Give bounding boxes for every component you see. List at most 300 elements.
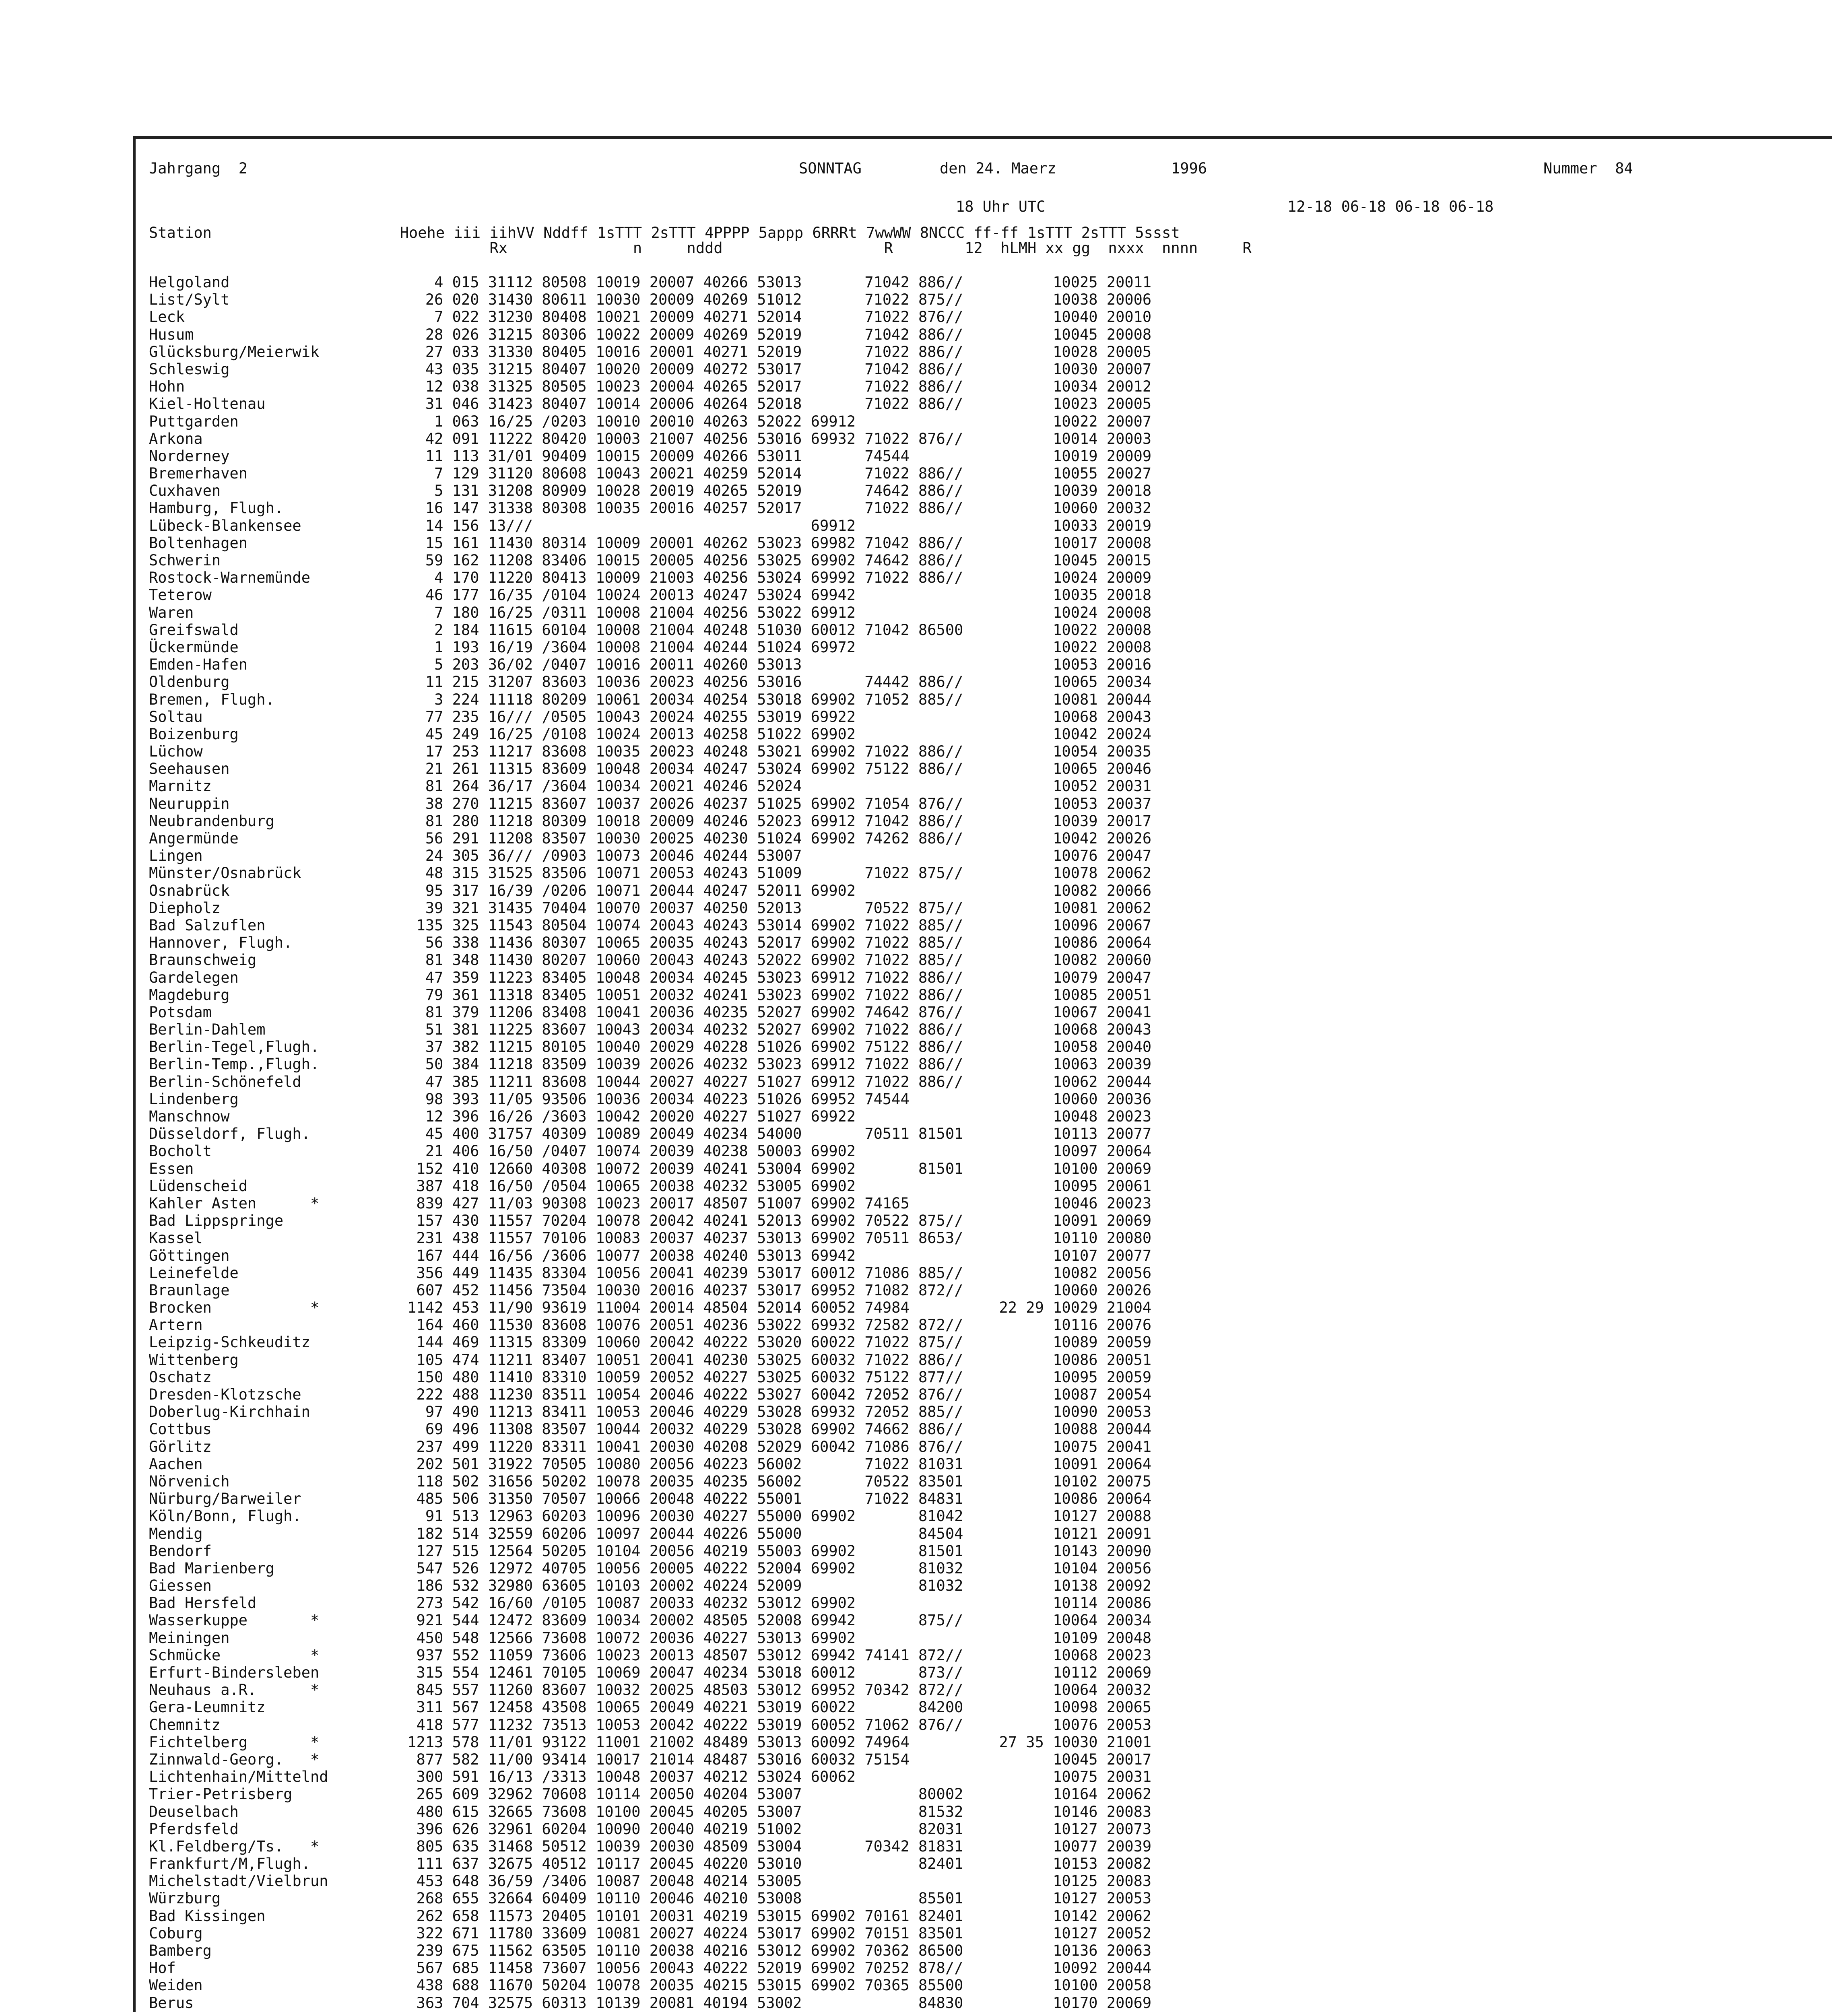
- table-row: [149, 691, 1847, 708]
- station-name: Neubrandenburg: [149, 812, 274, 830]
- station-name: Manschnow: [149, 1108, 230, 1125]
- station-name: Brocken *: [149, 1299, 320, 1317]
- station-values: 4 170 11220 80413 10009 21003 40256 53024 69992 71022 886// 10024 20009: [398, 569, 1152, 587]
- year-label: 1996: [1171, 160, 1207, 177]
- table-row: [149, 1073, 1847, 1091]
- station-values: 31 046 31423 80407 10014 20006 40264 52018 71022 886// 10023 20005: [398, 395, 1152, 413]
- station-name: Berlin-Schönefeld: [149, 1073, 301, 1091]
- station-values: 363 704 32575 60313 10139 20081 40194 53002 84830 10170 20069: [398, 1994, 1152, 2012]
- station-values: 157 430 11557 70204 10078 20042 40241 52013 69902 70522 875// 10091 20069: [398, 1212, 1152, 1230]
- station-values: 97 490 11213 83411 10053 20046 40229 53028 69932 72052 885// 10090 20053: [398, 1403, 1152, 1421]
- station-values: 877 582 11/00 93414 10017 21014 48487 53016 60032 75154 10045 20017: [398, 1750, 1152, 1768]
- station-name: Boizenburg: [149, 725, 239, 743]
- station-name: Bremen, Flugh.: [149, 691, 274, 708]
- table-row: [149, 621, 1847, 639]
- station-name: Köln/Bonn, Flugh.: [149, 1507, 301, 1525]
- station-values: 273 542 16/60 /0105 10087 20033 40232 53012 69902 10114 20086: [398, 1594, 1152, 1612]
- station-values: 50 384 11218 83509 10039 20026 40232 53023 69912 71022 886// 10063 20039: [398, 1055, 1152, 1073]
- station-name: Meiningen: [149, 1629, 230, 1647]
- station-values: 237 499 11220 83311 10041 20030 40208 52029 60042 71086 876// 10075 20041: [398, 1438, 1152, 1455]
- station-values: 111 637 32675 40512 10117 20045 40220 53010 82401 10153 20082: [398, 1855, 1152, 1873]
- table-row: [149, 917, 1847, 934]
- station-values: 150 480 11410 83310 10059 20052 40227 53025 60032 75122 877// 10095 20059: [398, 1368, 1152, 1386]
- station-values: 2 184 11615 60104 10008 21004 40248 51030 60012 71042 86500 10022 20008: [398, 621, 1152, 639]
- table-row: [149, 812, 1847, 830]
- station-name: Pferdsfeld: [149, 1820, 239, 1838]
- station-name: Erfurt-Bindersleben: [149, 1664, 320, 1681]
- station-values: 77 235 16/// /0505 10043 20024 40255 53019 69922 10068 20043: [398, 708, 1152, 726]
- station-name: Teterow: [149, 586, 212, 604]
- station-values: 46 177 16/35 /0104 10024 20013 40247 53024 69942 10035 20018: [398, 586, 1152, 604]
- station-name: Schleswig: [149, 360, 230, 378]
- station-name: Osnabrück: [149, 882, 230, 899]
- table-row: [149, 1855, 1847, 1872]
- station-name: Bad Marienberg: [149, 1559, 274, 1577]
- station-name: Kiel-Holtenau: [149, 395, 266, 413]
- table-row: [149, 1507, 1847, 1525]
- table-row: [149, 1560, 1847, 1577]
- station-values: 396 626 32961 60204 10090 20040 40219 51002 82031 10127 20073: [398, 1820, 1152, 1838]
- station-name: Bad Salzuflen: [149, 916, 266, 934]
- station-name: Lingen: [149, 847, 203, 865]
- table-row: [149, 1942, 1847, 1959]
- table-row: [149, 1525, 1847, 1542]
- station-values: 24 305 36/// /0903 10073 20046 40244 53007 10076 20047: [398, 847, 1152, 865]
- table-row: [149, 1959, 1847, 1977]
- station-values: 1142 453 11/90 93619 11004 20014 48504 52014 60052 74984 22 29 10029 21004: [398, 1299, 1152, 1317]
- station-values: 239 675 11562 63505 10110 20038 40216 53012 69902 70362 86500 10136 20063: [398, 1942, 1152, 1959]
- station-values: 81 379 11206 83408 10041 20036 40235 52027 69902 74642 876// 10067 20041: [398, 1003, 1152, 1021]
- station-name: Boltenhagen: [149, 534, 248, 552]
- station-values: 356 449 11435 83304 10056 20041 40239 53017 60012 71086 885// 10082 20056: [398, 1264, 1152, 1282]
- table-row: [149, 586, 1847, 604]
- station-name: Braunschweig: [149, 951, 257, 969]
- table-row: [149, 1925, 1847, 1942]
- table-row: [149, 361, 1847, 378]
- table-row: [149, 969, 1847, 986]
- station-values: 21 406 16/50 /0407 10074 20039 40238 50003 69902 10097 20064: [398, 1142, 1152, 1160]
- table-row: [149, 1872, 1847, 1890]
- table-row: [149, 1021, 1847, 1038]
- table-row: [149, 1594, 1847, 1612]
- table-row: [149, 1282, 1847, 1299]
- station-name: Chemnitz: [149, 1716, 221, 1734]
- station-name: Oldenburg: [149, 673, 230, 691]
- station-values: 268 655 32664 60409 10110 20046 40210 53008 85501 10127 20053: [398, 1890, 1152, 1907]
- station-values: 4 015 31112 80508 10019 20007 40266 53013 71042 886// 10025 20011: [398, 274, 1152, 291]
- station-values: 480 615 32665 73608 10100 20045 40205 53007 81532 10146 20083: [398, 1803, 1152, 1820]
- station-name: Nürburg/Barweiler: [149, 1490, 301, 1508]
- table-row: [149, 1699, 1847, 1716]
- station-values: 1 193 16/19 /3604 10008 21004 40244 51024 69972 10022 20008: [398, 638, 1152, 656]
- station-values: 43 035 31215 80407 10020 20009 40272 53017 71042 886// 10030 20007: [398, 360, 1152, 378]
- station-name: Waren: [149, 604, 194, 621]
- station-values: 56 291 11208 83507 10030 20025 40230 51024 69902 74262 886// 10042 20026: [398, 830, 1152, 847]
- table-row: [149, 517, 1847, 534]
- station-name: Lüchow: [149, 743, 203, 761]
- table-row: [149, 1994, 1847, 2012]
- table-row: [149, 1229, 1847, 1247]
- station-name: Soltau: [149, 708, 203, 726]
- station-name: Schwerin: [149, 552, 221, 569]
- station-name: Marnitz: [149, 777, 212, 795]
- table-row: [149, 1751, 1847, 1768]
- station-values: 81 264 36/17 /3604 10034 20021 40246 52024 10052 20031: [398, 777, 1152, 795]
- station-values: 921 544 12472 83609 10034 20002 48505 52008 69942 875// 10064 20034: [398, 1612, 1152, 1629]
- station-values: 27 033 31330 80405 10016 20001 40271 52019 71022 886// 10028 20005: [398, 343, 1152, 361]
- table-row: [149, 1091, 1847, 1108]
- station-name: Seehausen: [149, 760, 230, 778]
- station-name: Kl.Feldberg/Ts. *: [149, 1837, 320, 1855]
- station-table: [149, 274, 1847, 2012]
- station-name: Bad Hersfeld: [149, 1594, 257, 1612]
- station-values: 450 548 12566 73608 10072 20036 40227 53013 69902 10109 20048: [398, 1629, 1152, 1647]
- table-row: [149, 1612, 1847, 1629]
- station-name: Glücksburg/Meierwik: [149, 343, 320, 361]
- station-name: Berlin-Tegel,Flugh.: [149, 1038, 320, 1056]
- table-row: [149, 1195, 1847, 1212]
- station-values: 11 215 31207 83603 10036 20023 40256 53016 74442 886// 10065 20034: [398, 673, 1152, 691]
- column-header-line1: 18 Uhr UTC 12-18 06-18 06-18 06-18: [149, 198, 1494, 215]
- station-values: 135 325 11543 80504 10074 20043 40243 53014 69902 71022 885// 10096 20067: [398, 916, 1152, 934]
- table-row: [149, 308, 1847, 326]
- station-name: Diepholz: [149, 899, 221, 917]
- station-name: Bremerhaven: [149, 465, 248, 482]
- table-row: [149, 1351, 1847, 1369]
- column-header-line3: Rx n nddd R 12 hLMH xx gg nxxx nnnn R: [149, 239, 1252, 257]
- station-name: Neuhaus a.R. *: [149, 1681, 320, 1699]
- station-values: 453 648 36/59 /3406 10087 20048 40214 53005 10125 20083: [398, 1872, 1152, 1890]
- station-name: Emden-Hafen: [149, 656, 248, 674]
- table-row: [149, 1490, 1847, 1507]
- station-values: 12 396 16/26 /3603 10042 20020 40227 51027 69922 10048 20023: [398, 1108, 1152, 1125]
- station-name: Wittenberg: [149, 1351, 239, 1369]
- station-name: Magdeburg: [149, 986, 230, 1004]
- station-values: 45 249 16/25 /0108 10024 20013 40258 51022 69902 10042 20024: [398, 725, 1152, 743]
- station-values: 387 418 16/50 /0504 10065 20038 40232 53005 69902 10095 20061: [398, 1177, 1152, 1195]
- station-name: Gardelegen: [149, 969, 239, 986]
- station-values: 202 501 31922 70505 10080 20056 40223 56002 71022 81031 10091 20064: [398, 1455, 1152, 1473]
- station-values: 91 513 12963 60203 10096 20030 40227 55000 69902 81042 10127 20088: [398, 1507, 1152, 1525]
- station-values: 21 261 11315 83609 10048 20034 40247 53024 69902 75122 886// 10065 20046: [398, 760, 1152, 778]
- table-row: [149, 1369, 1847, 1386]
- station-name: Aachen: [149, 1455, 203, 1473]
- table-row: [149, 899, 1847, 917]
- station-name: Michelstadt/Vielbrun: [149, 1872, 328, 1890]
- table-row: [149, 1177, 1847, 1195]
- station-values: 81 280 11218 80309 10018 20009 40246 52023 69912 71042 886// 10039 20017: [398, 812, 1152, 830]
- table-row: [149, 864, 1847, 882]
- station-values: 164 460 11530 83608 10076 20051 40236 53022 69932 72582 872// 10116 20076: [398, 1316, 1152, 1334]
- table-row: [149, 1455, 1847, 1473]
- table-row: [149, 1125, 1847, 1142]
- station-values: 418 577 11232 73513 10053 20042 40222 53019 60052 71062 876// 10076 20053: [398, 1716, 1152, 1734]
- station-name: Wasserkuppe *: [149, 1612, 320, 1629]
- station-name: Lübeck-Blankensee: [149, 517, 301, 534]
- station-name: Ückermünde: [149, 638, 239, 656]
- column-header-line2: Station Hoehe iii iihVV Nddff 1sTTT 2sTTT 4PPPP 5appp 6RRRt 7wwWW 8NCCC ff-ff 1sTTT 2sTTT 5ssst: [149, 224, 1180, 241]
- table-row: [149, 1803, 1847, 1820]
- table-row: [149, 673, 1847, 691]
- station-values: 39 321 31435 70404 10070 20037 40250 52013 70522 875// 10081 20062: [398, 899, 1152, 917]
- table-row: [149, 1004, 1847, 1021]
- station-values: 152 410 12660 40308 10072 20039 40241 53004 69902 81501 10100 20069: [398, 1160, 1152, 1177]
- station-values: 98 393 11/05 93506 10036 20034 40223 51026 69952 74544 10060 20036: [398, 1090, 1152, 1108]
- station-values: 937 552 11059 73606 10023 20013 48507 53012 69942 74141 872// 10068 20023: [398, 1646, 1152, 1664]
- table-row: [149, 430, 1847, 447]
- station-values: 51 381 11225 83607 10043 20034 40232 52027 69902 71022 886// 10068 20043: [398, 1021, 1152, 1039]
- station-values: 300 591 16/13 /3313 10048 20037 40212 53024 60062 10075 20031: [398, 1768, 1152, 1786]
- station-name: Bocholt: [149, 1142, 212, 1160]
- station-values: 7 180 16/25 /0311 10008 21004 40256 53022 69912 10024 20008: [398, 604, 1152, 621]
- station-values: 3 224 11118 80209 10061 20034 40254 53018 69902 71052 885// 10081 20044: [398, 691, 1152, 708]
- station-values: 95 317 16/39 /0206 10071 20044 40247 52011 69902 10082 20066: [398, 882, 1152, 899]
- station-name: Schmücke *: [149, 1646, 320, 1664]
- station-values: 59 162 11208 83406 10015 20005 40256 53025 69902 74642 886// 10045 20015: [398, 552, 1152, 569]
- table-row: [149, 882, 1847, 899]
- table-row: [149, 1420, 1847, 1438]
- station-values: 805 635 31468 50512 10039 20030 48509 53004 70342 81831 10077 20039: [398, 1837, 1152, 1855]
- table-row: [149, 1160, 1847, 1177]
- station-name: Kassel: [149, 1229, 203, 1247]
- table-row: [149, 777, 1847, 795]
- station-name: Leinefelde: [149, 1264, 239, 1282]
- table-row: [149, 1299, 1847, 1316]
- station-name: Angermünde: [149, 830, 239, 847]
- table-row: [149, 1334, 1847, 1351]
- table-row: [149, 708, 1847, 726]
- table-row: [149, 499, 1847, 517]
- station-name: Hohn: [149, 378, 185, 396]
- station-values: 5 131 31208 80909 10028 20019 40265 52019 74642 886// 10039 20018: [398, 482, 1152, 500]
- station-values: 265 609 32962 70608 10114 20050 40204 53007 80002 10164 20062: [398, 1785, 1152, 1803]
- station-values: 182 514 32559 60206 10097 20044 40226 55000 84504 10121 20091: [398, 1525, 1152, 1542]
- table-row: [149, 604, 1847, 621]
- table-row: [149, 326, 1847, 343]
- table-row: [149, 447, 1847, 465]
- table-row: [149, 795, 1847, 812]
- table-row: [149, 1386, 1847, 1403]
- station-values: 167 444 16/56 /3606 10077 20038 40240 53013 69942 10107 20077: [398, 1247, 1152, 1264]
- station-values: 567 685 11458 73607 10056 20043 40222 52019 69902 70252 878// 10092 20044: [398, 1959, 1152, 1977]
- station-name: Würzburg: [149, 1890, 221, 1907]
- station-name: Nörvenich: [149, 1472, 230, 1490]
- table-row: [149, 1768, 1847, 1785]
- station-values: 127 515 12564 50205 10104 20056 40219 55003 69902 81501 10143 20090: [398, 1542, 1152, 1560]
- station-name: Kahler Asten *: [149, 1194, 320, 1212]
- station-name: Oschatz: [149, 1368, 212, 1386]
- table-row: [149, 291, 1847, 308]
- station-name: Puttgarden: [149, 412, 239, 430]
- station-name: Leipzig-Schkeuditz: [149, 1334, 310, 1351]
- station-values: 105 474 11211 83407 10051 20041 40230 53025 60032 71022 886// 10086 20051: [398, 1351, 1152, 1369]
- station-name: Bamberg: [149, 1942, 212, 1959]
- station-name: Rostock-Warnemünde: [149, 569, 310, 587]
- station-name: Görlitz: [149, 1438, 212, 1455]
- station-values: 26 020 31430 80611 10030 20009 40269 51012 71022 875// 10038 20006: [398, 291, 1152, 309]
- table-row: [149, 1438, 1847, 1455]
- table-row: [149, 534, 1847, 552]
- station-name: Gera-Leumnitz: [149, 1699, 266, 1716]
- table-row: [149, 378, 1847, 395]
- station-values: 839 427 11/03 90308 10023 20017 48507 51007 69902 74165 10046 20023: [398, 1194, 1152, 1212]
- table-row: [149, 1247, 1847, 1264]
- station-name: List/Sylt: [149, 291, 230, 309]
- station-values: 322 671 11780 33609 10081 20027 40224 53017 69902 70151 83501 10127 20052: [398, 1924, 1152, 1942]
- station-values: 11 113 31/01 90409 10015 20009 40266 53011 74544 10019 20009: [398, 447, 1152, 465]
- station-name: Frankfurt/M,Flugh.: [149, 1855, 310, 1873]
- station-values: 12 038 31325 80505 10023 20004 40265 52017 71022 886// 10034 20012: [398, 378, 1152, 396]
- table-row: [149, 934, 1847, 951]
- station-values: 845 557 11260 83607 10032 20025 48503 53012 69952 70342 872// 10064 20032: [398, 1681, 1152, 1699]
- station-name: Braunlage: [149, 1281, 230, 1299]
- table-row: [149, 1264, 1847, 1282]
- table-row: [149, 1403, 1847, 1420]
- table-row: [149, 1108, 1847, 1125]
- station-values: 186 532 32980 63605 10103 20002 40224 52009 81032 10138 20092: [398, 1577, 1152, 1595]
- table-row: [149, 1785, 1847, 1803]
- station-values: 28 026 31215 80306 10022 20009 40269 52019 71042 886// 10045 20008: [398, 326, 1152, 343]
- station-values: 17 253 11217 83608 10035 20023 40248 53021 69902 71022 886// 10054 20035: [398, 743, 1152, 761]
- station-name: Fichtelberg *: [149, 1733, 320, 1751]
- station-values: 38 270 11215 83607 10037 20026 40237 51025 69902 71054 876// 10053 20037: [398, 795, 1152, 812]
- station-values: 607 452 11456 73504 10030 20016 40237 53017 69952 71082 872// 10060 20026: [398, 1281, 1152, 1299]
- table-row: [149, 743, 1847, 760]
- weekday: SONNTAG: [799, 160, 862, 177]
- station-values: 118 502 31656 50202 10078 20035 40235 56002 70522 83501 10102 20075: [398, 1472, 1152, 1490]
- table-row: [149, 482, 1847, 499]
- station-values: 547 526 12972 40705 10056 20005 40222 52004 69902 81032 10104 20056: [398, 1559, 1152, 1577]
- station-values: 47 385 11211 83608 10044 20027 40227 51027 69912 71022 886// 10062 20044: [398, 1073, 1152, 1091]
- station-name: Doberlug-Kirchhain: [149, 1403, 310, 1421]
- station-name: Lindenberg: [149, 1090, 239, 1108]
- station-name: Berus: [149, 1994, 194, 2012]
- station-name: Düsseldorf, Flugh.: [149, 1125, 310, 1143]
- table-row: [149, 343, 1847, 361]
- station-values: 15 161 11430 80314 10009 20001 40262 53023 69982 71042 886// 10017 20008: [398, 534, 1152, 552]
- station-values: 5 203 36/02 /0407 10016 20011 40260 53013 10053 20016: [398, 656, 1152, 674]
- station-name: Greifswald: [149, 621, 239, 639]
- jahrgang: Jahrgang 2: [149, 160, 248, 177]
- table-row: [149, 1038, 1847, 1055]
- station-values: 7 022 31230 80408 10021 20009 40271 52014 71022 876// 10040 20010: [398, 308, 1152, 326]
- station-values: 16 147 31338 80308 10035 20016 40257 52017 71022 886// 10060 20032: [398, 499, 1152, 517]
- table-row: [149, 465, 1847, 482]
- station-values: 81 348 11430 80207 10060 20043 40243 52022 69902 71022 885// 10082 20060: [398, 951, 1152, 969]
- station-name: Coburg: [149, 1924, 203, 1942]
- table-row: [149, 1055, 1847, 1073]
- station-name: Artern: [149, 1316, 203, 1334]
- station-values: 485 506 31350 70507 10066 20048 40222 55001 71022 84831 10086 20064: [398, 1490, 1152, 1508]
- table-row: [149, 1820, 1847, 1838]
- station-name: Mendig: [149, 1525, 203, 1542]
- station-values: 262 658 11573 20405 10101 20031 40219 53015 69902 70161 82401 10142 20062: [398, 1907, 1152, 1925]
- table-row: [149, 569, 1847, 586]
- station-name: Bad Lippspringe: [149, 1212, 284, 1230]
- document-header: [149, 160, 1633, 177]
- station-name: Arkona: [149, 430, 203, 447]
- table-row: [149, 1716, 1847, 1734]
- station-name: Potsdam: [149, 1003, 212, 1021]
- station-name: Leck: [149, 308, 185, 326]
- table-row: [149, 1212, 1847, 1229]
- station-name: Bad Kissingen: [149, 1907, 266, 1925]
- table-row: [149, 1473, 1847, 1490]
- table-row: [149, 760, 1847, 777]
- station-name: Weiden: [149, 1977, 203, 1994]
- station-name: Hamburg, Flugh.: [149, 499, 284, 517]
- station-values: 1 063 16/25 /0203 10010 20010 40263 52022 69912 10022 20007: [398, 412, 1152, 430]
- table-row: [149, 1316, 1847, 1334]
- station-values: 48 315 31525 83506 10071 20053 40243 51009 71022 875// 10078 20062: [398, 864, 1152, 882]
- table-row: [149, 395, 1847, 412]
- table-row: [149, 1629, 1847, 1647]
- table-row: [149, 830, 1847, 847]
- station-name: Husum: [149, 326, 194, 343]
- station-name: Cottbus: [149, 1420, 212, 1438]
- table-row: [149, 639, 1847, 656]
- station-name: Hannover, Flugh.: [149, 934, 293, 952]
- table-row: [149, 1664, 1847, 1681]
- table-row: [149, 1577, 1847, 1594]
- station-name: Neuruppin: [149, 795, 230, 812]
- table-row: [149, 656, 1847, 673]
- station-values: 1213 578 11/01 93122 11001 21002 48489 53013 60092 74964 27 35 10030 21001: [398, 1733, 1152, 1751]
- station-values: 37 382 11215 80105 10040 20029 40228 51026 69902 75122 886// 10058 20040: [398, 1038, 1152, 1056]
- station-name: Norderney: [149, 447, 230, 465]
- station-values: 315 554 12461 70105 10069 20047 40234 53018 60012 873// 10112 20069: [398, 1664, 1152, 1681]
- table-row: [149, 552, 1847, 569]
- station-name: Bendorf: [149, 1542, 212, 1560]
- station-values: 42 091 11222 80420 10003 21007 40256 53016 69932 71022 876// 10014 20003: [398, 430, 1152, 447]
- station-values: 231 438 11557 70106 10083 20037 40237 53013 69902 70511 8653/ 10110 20080: [398, 1229, 1152, 1247]
- table-row: [149, 1142, 1847, 1160]
- station-values: 438 688 11670 50204 10078 20035 40215 53015 69902 70365 85500 10100 20058: [398, 1977, 1152, 1994]
- station-values: 7 129 31120 80608 10043 20021 40259 52014 71022 886// 10055 20027: [398, 465, 1152, 482]
- table-row: [149, 1977, 1847, 1994]
- table-row: [149, 1907, 1847, 1925]
- station-values: 45 400 31757 40309 10089 20049 40234 54000 70511 81501 10113 20077: [398, 1125, 1152, 1143]
- station-name: Cuxhaven: [149, 482, 221, 500]
- station-name: Lüdenscheid: [149, 1177, 248, 1195]
- station-values: 56 338 11436 80307 10065 20035 40243 52017 69902 71022 885// 10086 20064: [398, 934, 1152, 952]
- table-row: [149, 986, 1847, 1004]
- station-name: Deuselbach: [149, 1803, 239, 1820]
- table-row: [149, 1838, 1847, 1855]
- table-row: [149, 1734, 1847, 1751]
- station-values: 222 488 11230 83511 10054 20046 40222 53027 60042 72052 876// 10087 20054: [398, 1386, 1152, 1403]
- table-row: [149, 726, 1847, 743]
- table-row: [149, 413, 1847, 430]
- station-values: 311 567 12458 43508 10065 20049 40221 53019 60022 84200 10098 20065: [398, 1699, 1152, 1716]
- table-row: [149, 1890, 1847, 1907]
- station-name: Helgoland: [149, 274, 230, 291]
- station-name: Zinnwald-Georg. *: [149, 1750, 320, 1768]
- station-name: Trier-Petrisberg: [149, 1785, 293, 1803]
- station-values: 47 359 11223 83405 10048 20034 40245 53023 69912 71022 886// 10079 20047: [398, 969, 1152, 986]
- station-values: 69 496 11308 83507 10044 20032 40229 53028 69902 74662 886// 10088 20044: [398, 1420, 1152, 1438]
- table-row: [149, 951, 1847, 969]
- station-name: Dresden-Klotzsche: [149, 1386, 301, 1403]
- date-label: den 24. Maerz: [940, 160, 1056, 177]
- station-name: Berlin-Dahlem: [149, 1021, 266, 1039]
- table-row: [149, 1681, 1847, 1699]
- station-name: Essen: [149, 1160, 194, 1177]
- station-name: Göttingen: [149, 1247, 230, 1264]
- station-values: 144 469 11315 83309 10060 20042 40222 53020 60022 71022 875// 10089 20059: [398, 1334, 1152, 1351]
- table-row: [149, 1647, 1847, 1664]
- table-row: [149, 1542, 1847, 1560]
